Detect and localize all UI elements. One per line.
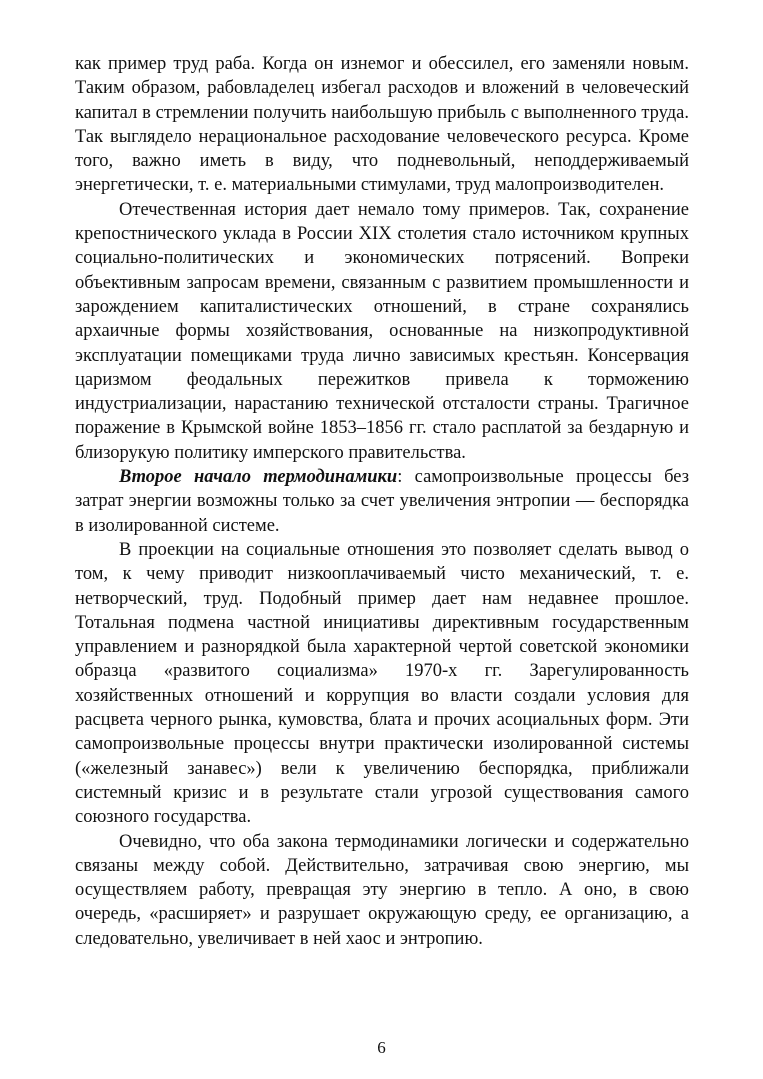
paragraph-3 bbox=[75, 465, 689, 538]
paragraph-3-text: : самопроизвольные процессы без затрат энергии возможны только за счет увеличения энтропии — беспорядка в изолированной системе. bbox=[75, 467, 689, 536]
page-body bbox=[75, 52, 689, 951]
page-number: 6 bbox=[377, 1038, 386, 1057]
paragraph-4 bbox=[75, 538, 689, 830]
law-term-heading: Второе начало термодинамики bbox=[119, 467, 398, 488]
paragraph-1 bbox=[75, 52, 689, 198]
paragraph-4-text: В проекции на социальные отношения это позволяет сделать вывод о том, к чему приводит низкооплачиваемый чисто механический, т. е. нетворческий, труд. Подобный пример дает нам недавнее прошлое. Тотальная подмена частной инициативы директивным государственным управлением и разнорядкой была характерной чертой советской экономики образца «развитого социализма» 1970-х гг. Зарегулированность хозяйственных отношений и коррупция во власти создали условия для расцвета черного рынка, кумовства, блата и прочих асоциальных форм. Эти самопроизвольные процессы внутри практически изолированной системы («железный занавес») вели к увеличению беспорядка, приближали системный кризис и в результате стали угрозой существования самого союзного государства. bbox=[75, 539, 689, 828]
paragraph-2 bbox=[75, 198, 689, 465]
paragraph-5 bbox=[75, 830, 689, 951]
paragraph-5-text: Очевидно, что оба закона термодинамики логически и содержательно связаны между собой. Действительно, затрачивая свою энергию, мы осуществляем работу, превращая эту энергию в тепло. А оно, в свою очередь, «расширяет» и разрушает окружающую среду, ее организацию, а следовательно, увеличивает в ней хаос и энтропию. bbox=[75, 831, 689, 949]
paragraph-1-text: как пример труд раба. Когда он изнемог и обессилел, его заменяли новым. Таким образом, рабовладелец избегал расходов и вложений в человеческий капитал в стремлении получить наибольшую прибыль с выполненного труда. Так выглядело нерациональное расходование человеческого ресурса. Кроме того, важно иметь в виду, что подневольный, неподдерживаемый энергетически, т. е. материальными стимулами, труд малопроизводителен. bbox=[75, 54, 689, 196]
paragraph-2-text: Отечественная история дает немало тому примеров. Так, сохранение крепостнического уклада в России XIX столетия стало источником крупных социально-политических и экономических потрясений. Вопреки объективным запросам времени, связанным с развитием промышленности и зарождением капиталистических отношений, в стране сохранялись архаичные формы хозяйствования, основанные на низкопродуктивной эксплуатации помещиками труда лично зависимых крестьян. Консервация царизмом феодальных пережитков привела к торможению индустриализации, нарастанию технической отсталости страны. Трагичное поражение в Крымской войне 1853–1856 гг. стало расплатой за бездарную и близорукую политику имперского правительства. bbox=[75, 199, 689, 463]
